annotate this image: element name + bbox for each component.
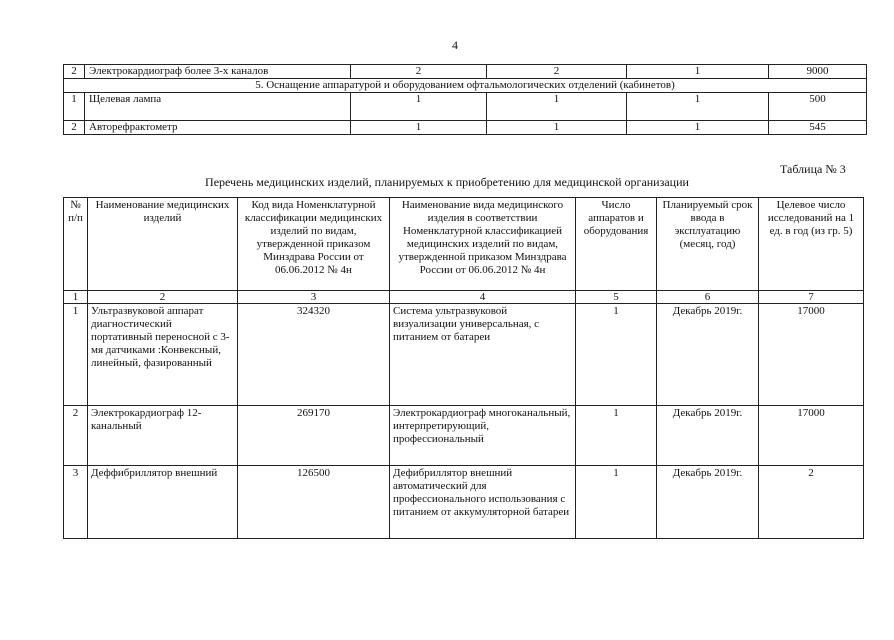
table-header-row	[64, 198, 864, 291]
device-name: Электрокардиограф 12-канальный	[88, 406, 238, 466]
device-count: 1	[576, 466, 657, 539]
cell-value: 2	[351, 65, 487, 79]
device-kind: Система ультразвуковой визуализации универсальная, с питанием от батареи	[390, 304, 576, 406]
row-number: 2	[64, 65, 85, 79]
commissioning-date: Декабрь 2019г.	[657, 406, 759, 466]
table-row	[64, 466, 864, 539]
device-code: 126500	[238, 466, 390, 539]
table-row	[64, 121, 867, 135]
table-row	[64, 406, 864, 466]
column-number: 1	[64, 291, 88, 304]
cell-value: 1	[627, 65, 769, 79]
equipment-table-top	[63, 64, 867, 135]
row-number: 1	[64, 93, 85, 121]
device-name: Деффибриллятор внешний	[88, 466, 238, 539]
target-studies: 17000	[759, 406, 864, 466]
cell-value: 545	[769, 121, 867, 135]
target-studies: 2	[759, 466, 864, 539]
column-header: Наименование медицинских изделий	[88, 198, 238, 291]
table-row	[64, 304, 864, 406]
column-header: № п/п	[64, 198, 88, 291]
section-heading: 5. Оснащение аппаратурой и оборудованием офтальмологических отделений (кабинетов)	[64, 79, 867, 93]
commissioning-date: Декабрь 2019г.	[657, 304, 759, 406]
column-header: Планируемый срок ввода в эксплуатацию (месяц, год)	[657, 198, 759, 291]
commissioning-date: Декабрь 2019г.	[657, 466, 759, 539]
column-header: Код вида Номенклатурной классификации медицинских изделий по видам, утвержденной приказом Минздрава России от 06.06.2012 № 4н	[238, 198, 390, 291]
page-number: 4	[452, 38, 458, 52]
cell-value: 1	[487, 121, 627, 135]
device-name: Ультразвуковой аппарат диагностический портативный переносной с 3-мя датчиками :Конвексный, линейный, фазированный	[88, 304, 238, 406]
device-count: 1	[576, 406, 657, 466]
column-header: Число аппаратов и оборудования	[576, 198, 657, 291]
device-code: 269170	[238, 406, 390, 466]
device-code: 324320	[238, 304, 390, 406]
table-label: Таблица № 3	[780, 162, 846, 176]
table-row	[64, 93, 867, 121]
device-kind: Дефибриллятор внешний автоматический для профессионального использования с питанием от аккумуляторной батареи	[390, 466, 576, 539]
item-name: Авторефрактометр	[85, 121, 351, 135]
section-heading-row	[64, 79, 867, 93]
item-name: Электрокардиограф более 3-х каналов	[85, 65, 351, 79]
cell-value: 1	[351, 121, 487, 135]
cell-value: 9000	[769, 65, 867, 79]
row-number: 2	[64, 406, 88, 466]
column-number: 5	[576, 291, 657, 304]
column-number: 2	[88, 291, 238, 304]
row-number: 1	[64, 304, 88, 406]
column-header: Целевое число исследований на 1 ед. в год (из гр. 5)	[759, 198, 864, 291]
target-studies: 17000	[759, 304, 864, 406]
cell-value: 1	[627, 93, 769, 121]
column-number: 3	[238, 291, 390, 304]
device-count: 1	[576, 304, 657, 406]
cell-value: 1	[351, 93, 487, 121]
table-row	[64, 65, 867, 79]
cell-value: 500	[769, 93, 867, 121]
table-title: Перечень медицинских изделий, планируемых к приобретению для медицинской организации	[205, 175, 689, 189]
column-header: Наименование вида медицинского изделия в соответствии Номенклатурной классификацией медицинских изделий по видам, утвержденной приказом Минздрава России от 06.06.2012 № 4н	[390, 198, 576, 291]
row-number: 2	[64, 121, 85, 135]
column-number: 7	[759, 291, 864, 304]
column-number: 4	[390, 291, 576, 304]
planned-devices-table	[63, 197, 864, 539]
cell-value: 1	[627, 121, 769, 135]
row-number: 3	[64, 466, 88, 539]
item-name: Щелевая лампа	[85, 93, 351, 121]
column-number-row	[64, 291, 864, 304]
cell-value: 2	[487, 65, 627, 79]
column-number: 6	[657, 291, 759, 304]
device-kind: Электрокардиограф многоканальный, интерпретирующий, профессиональный	[390, 406, 576, 466]
cell-value: 1	[487, 93, 627, 121]
